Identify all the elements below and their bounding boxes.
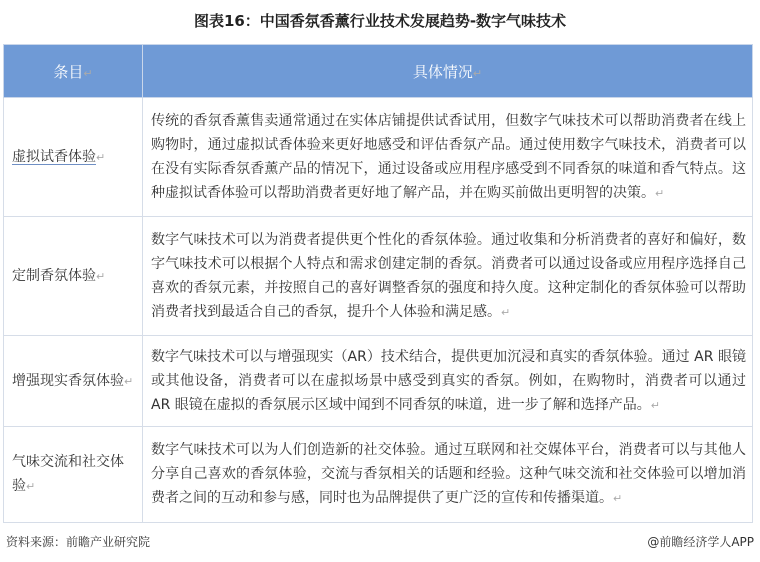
paragraph-mark: ↵ <box>83 66 93 80</box>
header-item-label: 条目 <box>53 62 84 81</box>
paragraph-mark: ↵ <box>613 492 623 505</box>
row-item <box>4 217 143 336</box>
row-item-label: 虚拟试香体验 <box>12 148 96 165</box>
paragraph-mark: ↵ <box>472 66 483 80</box>
paragraph-mark: ↵ <box>26 480 36 493</box>
row-detail <box>143 217 753 336</box>
trend-table <box>3 44 753 523</box>
row-item <box>4 427 143 523</box>
row-item-label: 气味交流和社交体验 <box>12 454 124 494</box>
header-item <box>4 45 143 98</box>
table-row <box>4 217 753 336</box>
table-row <box>4 98 753 217</box>
row-detail-text: 数字气味技术可以为消费者提供更个性化的香氛体验。通过收集和分析消费者的喜好和偏好，数字气味技术可以根据个人特点和需求创建定制的香氛。消费者可以通过设备或应用程序选择自己喜欢的香氛元素，并按照自己的喜好调整香氛的强度和持久度。这种定制化的香氛体验可以帮助消费者找到最适合自己的香氛，提升个人体验和满足感。 <box>151 231 746 320</box>
figure-title: 图表16：中国香氛香薰行业技术发展趋势-数字气味技术 <box>193 12 567 30</box>
table-header <box>4 45 753 98</box>
row-item-label: 增强现实香氛体验 <box>12 372 124 389</box>
paragraph-mark: ↵ <box>124 374 134 388</box>
row-detail-text: 传统的香氛香薰售卖通常通过在实体店铺提供试香试用，但数字气味技术可以帮助消费者在线上购物时，通过虚拟试香体验来更好地感受和评估香氛产品。通过使用数字气味技术，消费者可以在没有实际香氛香薰产品的情况下，通过设备或应用程序感受到不同香氛的味道和香气特点。这种虚拟试香体验可以帮助消费者更好地了解产品，并在购买前做出更明智的决策。 <box>151 112 746 201</box>
source-note: 资料来源：前瞻产业研究院 <box>6 535 151 549</box>
row-item-label: 定制香氛体验 <box>12 267 96 284</box>
row-detail-text: 数字气味技术可以与增强现实（AR）技术结合，提供更加沉浸和真实的香氛体验。通过 AR 眼镜或其他设备，消费者可以在虚拟场景中感受到真实的香氛。例如，在购物时，消费者可以通过 AR 眼镜在虚拟的香氛展示区域中闻到不同香氛的味道，进一步了解和选择产品。 <box>151 348 746 413</box>
paragraph-mark: ↵ <box>501 305 511 319</box>
table-row <box>4 427 753 523</box>
row-item <box>4 336 143 427</box>
row-item <box>4 98 143 217</box>
paragraph-mark: ↵ <box>96 150 106 164</box>
header-detail <box>143 45 753 98</box>
paragraph-mark: ↵ <box>650 398 660 412</box>
table-row <box>4 336 753 427</box>
header-detail-label: 具体情况 <box>412 62 473 81</box>
credit-note: @前瞻经济学人APP <box>647 535 754 549</box>
row-detail <box>143 427 753 523</box>
paragraph-mark: ↵ <box>96 269 106 283</box>
row-detail <box>143 336 753 427</box>
row-detail-text: 数字气味技术可以为人们创造新的社交体验。通过互联网和社交媒体平台，消费者可以与其他人分享自己喜欢的香氛体验，交流与香氛相关的话题和经验。这种气味交流和社交体验可以增加消费者之间的互动和参与感，同时也为品牌提供了更广泛的宣传和传播渠道。 <box>151 442 746 506</box>
row-detail <box>143 98 753 217</box>
paragraph-mark: ↵ <box>655 186 665 200</box>
